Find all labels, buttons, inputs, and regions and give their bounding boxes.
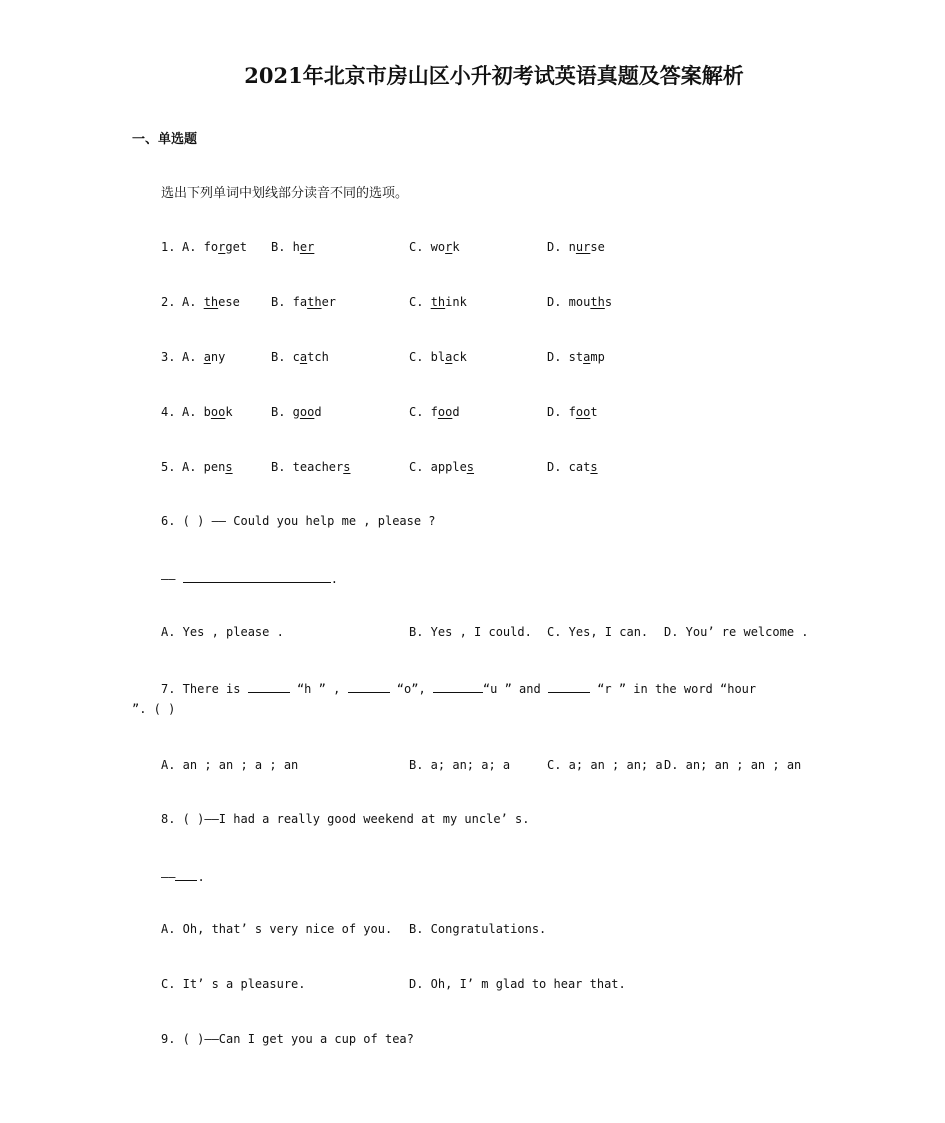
option-c: C. food <box>409 405 460 419</box>
answer-blank <box>183 570 331 583</box>
question-number: 1. <box>161 240 176 254</box>
section-heading: 一、单选题 <box>132 132 198 147</box>
option-c: C. Yes, I can. <box>547 625 649 639</box>
option-a: A. pens <box>182 460 233 474</box>
question-number: 3. <box>161 350 176 364</box>
question-number: 5. <box>161 460 176 474</box>
option-c: C. It’ s a pleasure. <box>161 977 306 991</box>
option-b: B. Congratulations. <box>409 922 547 936</box>
option-b: B. teachers <box>271 460 351 474</box>
option-c: C. apples <box>409 460 475 474</box>
answer-blank <box>433 680 483 693</box>
option-b: B. Yes , I could. <box>409 625 532 639</box>
question-7-stem: 7. There is “h ” , “o”, “u ” and “r ” in the word “hour <box>161 682 757 696</box>
option-d: D. foot <box>547 405 598 419</box>
answer-blank <box>175 868 197 881</box>
option-a: A. an ; an ; a ; an <box>161 758 299 772</box>
option-a: A. book <box>182 405 233 419</box>
option-c: C. think <box>409 295 467 309</box>
question-7-line2: ”. ( ) <box>132 702 176 716</box>
option-c: C. work <box>409 240 460 254</box>
option-b: B. good <box>271 405 322 419</box>
option-a: A. these <box>182 295 240 309</box>
option-c: C. a; an ; an; a <box>547 758 663 772</box>
option-a: A. Yes , please . <box>161 625 284 639</box>
answer-blank <box>548 680 590 693</box>
option-a: A. Oh, that’ s very nice of you. <box>161 922 393 936</box>
option-d: D. Oh, I’ m glad to hear that. <box>409 977 626 991</box>
question-number: 4. <box>161 405 176 419</box>
question-9-stem: 9. ( )——Can I get you a cup of tea? <box>161 1032 414 1046</box>
option-d: D. an; an ; an ; an <box>664 758 802 772</box>
option-d: D. stamp <box>547 350 605 364</box>
question-6-reply: —— . <box>161 572 338 586</box>
option-d: D. You’ re welcome . <box>664 625 809 639</box>
question-6-stem: 6. ( ) —— Could you help me , please ? <box>161 514 436 528</box>
option-b: B. catch <box>271 350 329 364</box>
option-b: B. a; an; a; a <box>409 758 511 772</box>
option-a: A. any <box>182 350 226 364</box>
instruction-text: 选出下列单词中划线部分读音不同的选项。 <box>161 186 409 201</box>
answer-blank <box>248 680 290 693</box>
page-title: 2021年北京市房山区小升初考试英语真题及答案解析 <box>244 63 744 88</box>
option-c: C. black <box>409 350 467 364</box>
option-b: B. father <box>271 295 337 309</box>
option-d: D. nurse <box>547 240 605 254</box>
answer-blank <box>348 680 390 693</box>
option-a: A. forget <box>182 240 248 254</box>
option-d: D. mouths <box>547 295 613 309</box>
option-b: B. her <box>271 240 315 254</box>
question-8-reply: —— . <box>161 870 205 884</box>
question-8-stem: 8. ( )——I had a really good weekend at my uncle’ s. <box>161 812 530 826</box>
option-d: D. cats <box>547 460 598 474</box>
question-number: 2. <box>161 295 176 309</box>
